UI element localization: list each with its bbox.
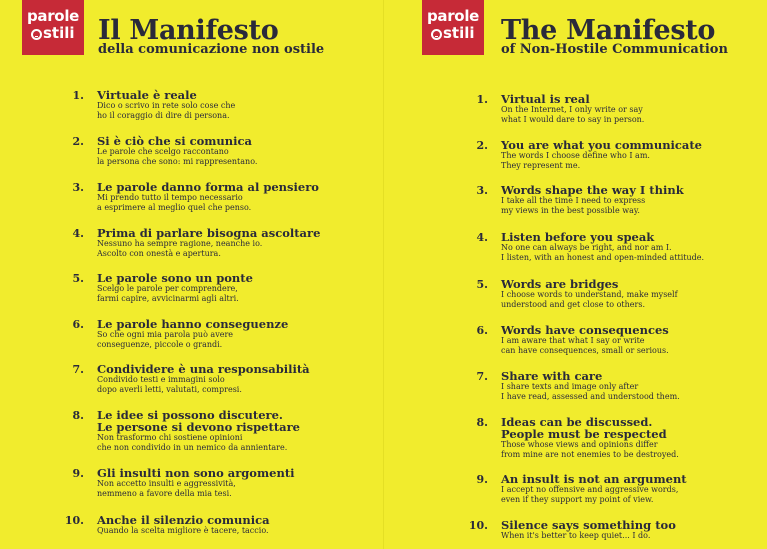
- item-number: 9.: [72, 467, 84, 480]
- item-description: Le parole che scelgo raccontano: [97, 147, 229, 156]
- item-description: conseguenze, piccole o grandi.: [97, 339, 223, 349]
- item-description: Scelgo le parole per comprendere,: [97, 284, 238, 293]
- item-description: my views in the best possible way.: [501, 205, 640, 215]
- item-description: I accept no offensive and aggressive words,: [501, 485, 679, 494]
- item-number: 5.: [72, 272, 84, 285]
- item-description: So che ogni mia parola può avere: [97, 330, 234, 339]
- item-description: I choose words to understand, make myself: [501, 290, 678, 299]
- logo-line-2: [431, 25, 475, 41]
- item-description: nemmeno a favore della mia tesi.: [97, 488, 232, 498]
- page-subtitle: della comunicazione non ostile: [98, 42, 325, 57]
- item-heading: Virtual is real: [501, 92, 590, 106]
- english-manifesto-panel: [384, 0, 767, 549]
- item-heading: Prima di parlare bisogna ascoltare: [97, 226, 321, 240]
- item-number: 10.: [468, 519, 488, 532]
- logo-o-icon: [431, 29, 442, 40]
- item-number: 3.: [476, 184, 488, 197]
- item-number: 9.: [476, 473, 488, 486]
- item-heading: Ideas can be discussed.: [501, 415, 653, 429]
- item-description: Mi prendo tutto il tempo necessario: [97, 193, 243, 202]
- item-description: Those whose views and opinions differ: [501, 440, 658, 449]
- item-heading: Words are bridges: [501, 277, 619, 291]
- item-number: 4.: [72, 227, 84, 240]
- item-description: Quando la scelta migliore è tacere, taccio.: [97, 526, 269, 535]
- item-description: can have consequences, small or serious.: [501, 345, 669, 355]
- item-heading: Virtuale è reale: [97, 88, 197, 102]
- item-heading: Listen before you speak: [501, 230, 655, 244]
- logo-o-icon: [31, 29, 42, 40]
- item-number: 7.: [476, 370, 488, 383]
- logo-line-1: parole: [426, 7, 480, 25]
- item-description: On the Internet, I only write or say: [501, 105, 643, 114]
- logo-line-2-text: stili: [43, 24, 75, 42]
- item-description: Nessuno ha sempre ragione, neanche io.: [97, 239, 263, 248]
- logo-line-2: [31, 25, 75, 41]
- parole-ostili-logo: [22, 0, 84, 55]
- item-description: I have read, assessed and understood them.: [501, 391, 680, 401]
- item-number: 1.: [72, 89, 84, 102]
- item-description: la persona che sono: mi rappresentano.: [97, 156, 258, 166]
- item-number: 10.: [64, 514, 84, 527]
- item-heading: An insult is not an argument: [501, 472, 687, 486]
- item-heading: Le idee si possono discutere.: [97, 408, 283, 422]
- item-number: 6.: [72, 318, 84, 331]
- italian-manifesto-panel: [0, 0, 383, 549]
- item-number: 1.: [476, 93, 488, 106]
- item-number: 7.: [72, 363, 84, 376]
- item-number: 8.: [72, 409, 84, 422]
- item-heading: Gli insulti non sono argomenti: [97, 466, 295, 480]
- item-heading: Le parole hanno conseguenze: [97, 317, 289, 331]
- item-description: Dico o scrivo in rete solo cose che: [97, 101, 236, 110]
- item-description: dopo averli letti, valutati, compresi.: [97, 384, 242, 394]
- item-description: from mine are not enemies to be destroyed.: [501, 449, 679, 459]
- item-heading: Silence says something too: [501, 518, 676, 532]
- parole-ostili-logo: [422, 0, 484, 55]
- item-description: ho il coraggio di dire di persona.: [97, 110, 230, 120]
- item-description: Condivido testi e immagini solo: [97, 375, 225, 384]
- page-subtitle: of Non-Hostile Communication: [501, 42, 728, 57]
- item-description: Non trasformo chi sostiene opinioni: [97, 433, 243, 442]
- item-description: I take all the time I need to express: [501, 196, 646, 205]
- item-description: even if they support my point of view.: [501, 494, 654, 504]
- item-description: farmi capire, avvicinarmi agli altri.: [97, 293, 239, 303]
- item-description: che non condivido in un nemico da annientare.: [97, 442, 288, 452]
- logo-line-2-text: stili: [443, 24, 475, 42]
- item-description: what I would dare to say in person.: [501, 114, 645, 124]
- item-heading: People must be respected: [501, 427, 667, 441]
- item-number: 2.: [72, 135, 84, 148]
- item-description: Ascolto con onestà e apertura.: [97, 248, 221, 258]
- item-number: 5.: [476, 278, 488, 291]
- page-title: The Manifesto: [501, 15, 716, 46]
- item-heading: You are what you communicate: [501, 138, 703, 152]
- item-heading: Le persone si devono rispettare: [97, 420, 300, 434]
- item-heading: Le parole danno forma al pensiero: [97, 180, 319, 194]
- item-heading: Condividere è una responsabilità: [97, 362, 310, 376]
- item-description: The words I choose define who I am.: [501, 151, 650, 160]
- page-title: Il Manifesto: [98, 15, 279, 46]
- item-description: understood and get close to others.: [501, 299, 646, 309]
- logo-line-1: parole: [26, 7, 80, 25]
- item-number: 8.: [476, 416, 488, 429]
- item-heading: Le parole sono un ponte: [97, 271, 253, 285]
- item-heading: Words have consequences: [501, 323, 669, 337]
- item-heading: Anche il silenzio comunica: [97, 513, 270, 527]
- item-description: a esprimere al meglio quel che penso.: [97, 202, 252, 212]
- item-description: No one can always be right, and nor am I.: [501, 243, 672, 252]
- item-description: I share texts and image only after: [501, 382, 639, 391]
- item-number: 4.: [476, 231, 488, 244]
- item-heading: Words shape the way I think: [501, 183, 684, 197]
- item-heading: Share with care: [501, 369, 603, 383]
- item-description: I listen, with an honest and open-minded attitude.: [501, 252, 705, 262]
- item-description: When it's better to keep quiet... I do.: [501, 531, 651, 540]
- item-number: 6.: [476, 324, 488, 337]
- item-number: 3.: [72, 181, 84, 194]
- item-description: Non accetto insulti e aggressività,: [97, 479, 236, 488]
- item-description: I am aware that what I say or write: [501, 336, 645, 345]
- item-number: 2.: [476, 139, 488, 152]
- item-heading: Si è ciò che si comunica: [97, 134, 252, 148]
- item-description: They represent me.: [501, 160, 581, 170]
